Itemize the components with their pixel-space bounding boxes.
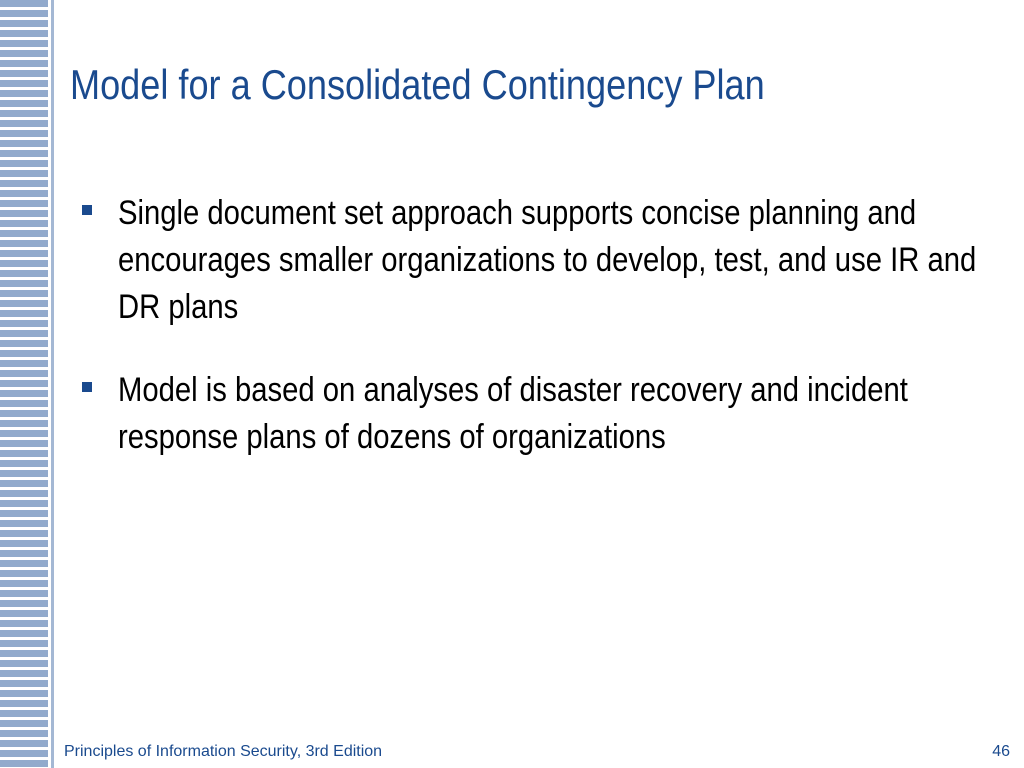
decorative-vertical-rule xyxy=(51,0,54,768)
bullet-text-1: Single document set approach supports concise planning and encourages smaller organizations to develop, test, and use IR and DR plans xyxy=(118,194,977,326)
bullet-item-1 xyxy=(82,190,1012,331)
bullet-item-2 xyxy=(82,367,1012,461)
bullet-text-2: Model is based on analyses of disaster recovery and incident response plans of dozens of organizations xyxy=(118,371,908,456)
slide-title: Model for a Consolidated Contingency Plan xyxy=(70,61,765,108)
footer-book-title: Principles of Information Security, 3rd Edition xyxy=(64,743,383,760)
bullet-list xyxy=(82,190,1012,497)
square-bullet-icon xyxy=(82,205,92,215)
decorative-stripe-bar xyxy=(0,0,48,768)
square-bullet-icon xyxy=(82,382,92,392)
page-number: 46 xyxy=(992,743,1010,760)
